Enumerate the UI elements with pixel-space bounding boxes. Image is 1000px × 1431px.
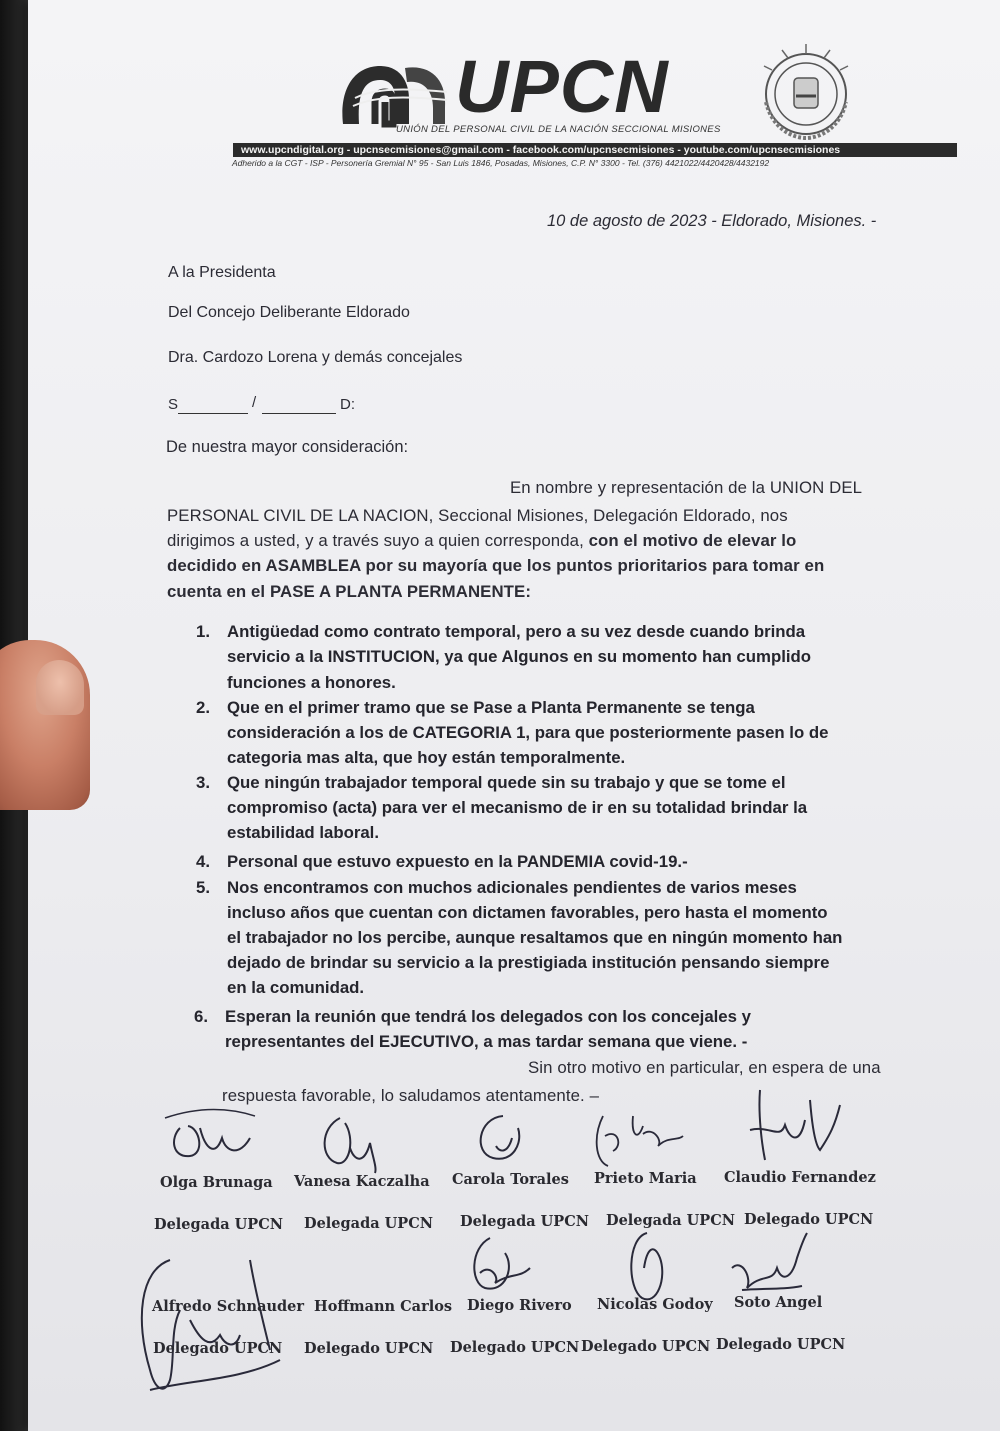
signature-soto-angel — [722, 1228, 812, 1303]
greeting: De nuestra mayor consideración: — [166, 438, 409, 456]
closing-line-2: respuesta favorable, lo saludamos atentamente. – — [222, 1086, 600, 1105]
signer-name: Nicolas Godoy — [597, 1296, 713, 1313]
intro-line-1: En nombre y representación de la UNION DEL — [510, 478, 863, 497]
signature-olga-brunaga — [160, 1098, 260, 1178]
item-line: Que en el primer tramo que se Pase a Planta Permanente se tenga — [227, 698, 755, 717]
intro-line-4: decidido en ASAMBLEA por su mayoría que los puntos prioritarios para tomar en — [167, 556, 825, 575]
sd-s: S — [168, 396, 179, 413]
closing-line-1: Sin otro motivo en particular, en espera de una — [528, 1058, 881, 1077]
item-line: Antigüedad como contrato temporal, pero a su vez desde cuando brinda — [227, 622, 806, 641]
item-line: en la comunidad. — [227, 978, 365, 997]
item-number: 2. — [196, 698, 210, 717]
signer-name: Diego Rivero — [467, 1297, 572, 1314]
signature-alfredo-schnauder — [130, 1240, 290, 1400]
signer-role: Delegado UPCN — [304, 1340, 434, 1357]
signer-name: Alfredo Schnauder — [152, 1298, 305, 1315]
item-line: Esperan la reunión que tendrá los delegados con los concejales y — [225, 1007, 751, 1026]
item-line: representantes del EJECUTIVO, a mas tardar semana que viene. - — [225, 1032, 748, 1051]
item-line: incluso años que cuentan con dictamen favorables, pero hasta el momento — [227, 903, 828, 922]
item-line: el trabajador no los percibe, aunque resaltamos que en ningún momento han — [227, 928, 843, 947]
intro-line-3 — [167, 531, 796, 551]
signature-claudio-fernandez — [740, 1085, 860, 1170]
item-line: compromiso (acta) para ver el mecanismo de ir en su totalidad brindar la — [227, 798, 808, 817]
misiones-seal-icon — [752, 42, 860, 142]
signer-role: Delegado UPCN — [153, 1340, 283, 1357]
signer-name: Claudio Fernandez — [724, 1169, 876, 1186]
item-line: servicio a la INSTITUCION, ya que Algunos en su momento han cumplido — [227, 647, 812, 666]
signer-name: Vanesa Kaczalha — [294, 1173, 430, 1190]
upcn-logo-icon — [335, 58, 453, 130]
brand-name: UPCN — [455, 45, 669, 128]
signer-role: Delegada UPCN — [154, 1216, 283, 1233]
addressee-line-2: Del Concejo Deliberante Eldorado — [168, 304, 410, 321]
signer-name: Olga Brunaga — [160, 1174, 273, 1191]
signer-name: Hoffmann Carlos — [314, 1298, 453, 1315]
signer-role: Delegado UPCN — [450, 1339, 580, 1356]
addressee-line-1: A la Presidenta — [168, 264, 276, 281]
intro-line-5: cuenta en el PASE A PLANTA PERMANENTE: — [167, 582, 532, 601]
signer-name: Prieto Maria — [594, 1170, 697, 1187]
addressee-line-3: Dra. Cardozo Lorena y demás concejales — [168, 349, 463, 366]
signature-carola-torales — [468, 1108, 538, 1173]
signer-role: Delegada UPCN — [460, 1213, 589, 1230]
signature-vanesa-kaczalha — [315, 1108, 395, 1178]
signer-role: Delegado UPCN — [581, 1338, 711, 1355]
item-line: estabilidad laboral. — [227, 823, 380, 842]
signer-role: Delegada UPCN — [606, 1212, 735, 1229]
item-line: Que ningún trabajador temporal quede sin su trabajo y que se tome el — [227, 773, 786, 792]
union-address: Adherido a la CGT - ISP - Personería Gremial N° 95 - San Luis 1846, Posadas, Misiones, C.P. N° 3300 - Tel. (376) 4421022/4420428/4432192 — [232, 158, 770, 168]
signer-name: Soto Angel — [734, 1294, 823, 1311]
letter-date: 10 de agosto de 2023 - Eldorado, Misiones. - — [547, 212, 877, 230]
item-number: 4. — [196, 852, 210, 871]
sd-slash: / — [252, 394, 257, 411]
signer-role: Delegada UPCN — [304, 1215, 433, 1232]
thumbnail-nail — [36, 660, 84, 715]
item-number: 1. — [196, 622, 210, 641]
item-line: Personal que estuvo expuesto en la PANDEMIA covid-19.- — [227, 852, 688, 871]
intro-line-3b: con el motivo de elevar lo — [588, 531, 797, 550]
item-line: categoria mas alta, que hoy están temporalmente. — [227, 748, 626, 767]
item-number: 3. — [196, 773, 210, 792]
item-number: 6. — [194, 1007, 208, 1026]
brand-subtitle: UNIÓN DEL PERSONAL CIVIL DE LA NACIÓN SECCIONAL MISIONES — [396, 124, 721, 135]
signer-name: Carola Torales — [452, 1171, 569, 1188]
signature-prieto-maria — [583, 1106, 693, 1176]
intro-line-2: PERSONAL CIVIL DE LA NACION, Seccional Misiones, Delegación Eldorado, nos — [167, 506, 788, 525]
item-line: dejado de brindar su servicio a la prestigiada institución pensando siempre — [227, 953, 830, 972]
signature-diego-rivero — [460, 1228, 540, 1303]
signer-role: Delegado UPCN — [744, 1211, 874, 1228]
item-number: 5. — [196, 878, 210, 897]
contact-bar: www.upcndigital.org - upcnsecmisiones@gmail.com - facebook.com/upcnsecmisiones - youtube.com/upcnsecmisiones — [233, 143, 957, 157]
item-line: consideración a los de CATEGORIA 1, para que posteriormente pasen lo de — [227, 723, 829, 742]
signer-role: Delegado UPCN — [716, 1336, 846, 1353]
sd-d: D: — [340, 396, 355, 413]
item-line: Nos encontramos con muchos adicionales pendientes de varios meses — [227, 878, 797, 897]
item-line: funciones a honores. — [227, 673, 396, 692]
intro-line-3a: dirigimos a usted, y a través suyo a quien corresponda, — [167, 531, 589, 550]
